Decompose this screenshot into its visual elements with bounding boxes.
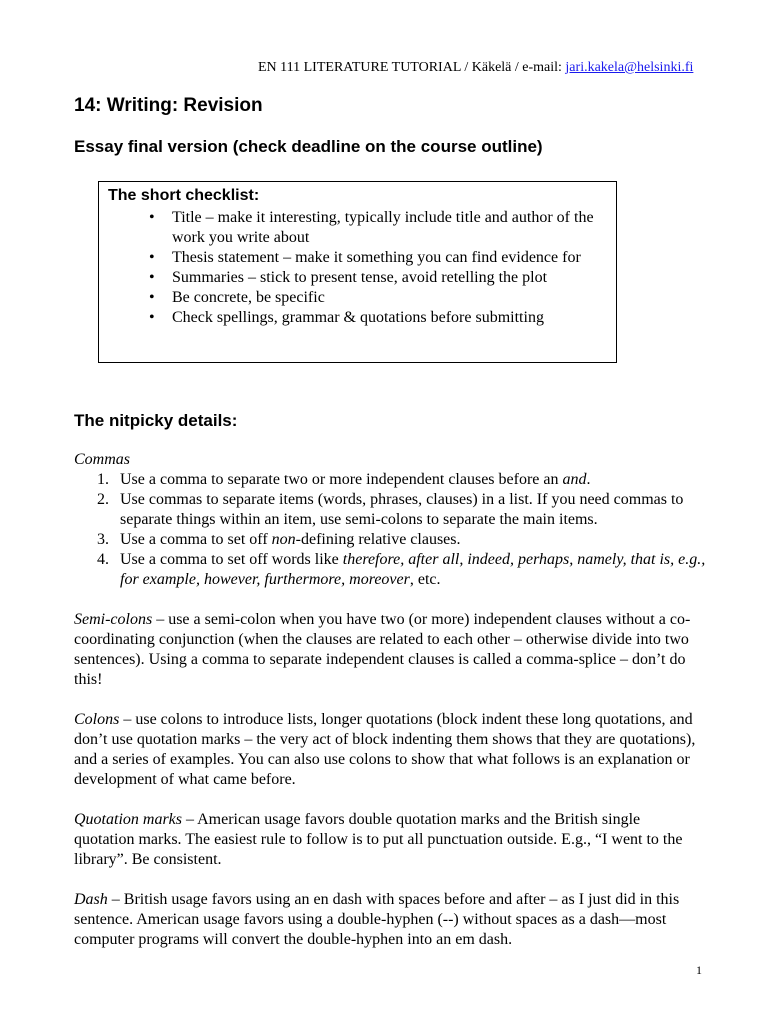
list-text: Use commas to separate items (words, phrases, clauses) in a list. If you need commas to separate things within an item, use semi-colons to separate the main items. bbox=[120, 491, 684, 528]
short-checklist-box bbox=[98, 181, 617, 363]
semicolons-text: – use a semi-colon when you have two (or more) independent clauses without a co-coordinating conjunction (when the clauses are related to each other – otherwise divide into two sentences). Using a comma to separate independent clauses is called a comma-splice – don’t do this! bbox=[74, 611, 691, 688]
list-emphasis: and bbox=[562, 471, 587, 488]
list-text: Use a comma to set off words like bbox=[120, 551, 343, 568]
quotation-text: – American usage favors double quotation marks and the British single quotation marks. The easiest rule to follow is to put all punctuation outside. E.g., “I went to the library”. Be consistent. bbox=[74, 811, 683, 868]
page-number: 1 bbox=[696, 963, 702, 977]
page-header bbox=[258, 60, 693, 76]
dash-title: Dash bbox=[74, 891, 108, 908]
list-number: 3. bbox=[97, 531, 109, 548]
page-subtitle: Essay final version (check deadline on the course outline) bbox=[74, 137, 543, 156]
dash-text: – British usage favors using an en dash with spaces before and after – as I just did in this sentence. American usage favors using a double-hyphen (--) without spaces as a dash—most computer programs will convert the double-hyphen into an em dash. bbox=[74, 891, 680, 948]
header-text: EN 111 LITERATURE TUTORIAL / Käkelä / e-mail: bbox=[258, 60, 566, 75]
page-title: 14: Writing: Revision bbox=[74, 95, 263, 116]
list-item bbox=[74, 490, 710, 530]
checklist-title: The short checklist: bbox=[108, 187, 260, 204]
checklist-item: • Summaries – stick to present tense, avoid retelling the plot bbox=[99, 268, 602, 288]
colons-paragraph bbox=[74, 710, 704, 790]
email-link[interactable]: jari.kakela@helsinki.fi bbox=[565, 60, 694, 75]
commas-title: Commas bbox=[74, 451, 131, 468]
list-text: , etc. bbox=[409, 571, 441, 588]
colons-text: – use colons to introduce lists, longer quotations (block indent these long quotations, and don’t use quotation marks – the very act of block indenting them shows that they are quotations), and a series of examples. You can also use colons to show that what follows is an explanation or development of what came before. bbox=[74, 711, 696, 788]
list-item bbox=[74, 530, 710, 550]
details-heading: The nitpicky details: bbox=[74, 411, 238, 430]
list-item bbox=[74, 550, 710, 590]
quotation-title: Quotation marks bbox=[74, 811, 182, 828]
semicolons-title: Semi-colons bbox=[74, 611, 153, 628]
dash-paragraph bbox=[74, 890, 704, 950]
list-number: 4. bbox=[97, 551, 109, 568]
details-body bbox=[74, 450, 704, 950]
list-number: 1. bbox=[97, 471, 109, 488]
checklist-item: • Check spellings, grammar & quotations before submitting bbox=[99, 308, 602, 328]
semicolons-paragraph bbox=[74, 610, 704, 690]
list-text: -defining relative clauses. bbox=[295, 531, 461, 548]
list-text: . bbox=[586, 471, 591, 488]
checklist-item: • Title – make it interesting, typically include title and author of the work you write about bbox=[99, 208, 602, 248]
list-text: Use a comma to set off bbox=[120, 531, 272, 548]
colons-title: Colons bbox=[74, 711, 120, 728]
quotation-paragraph bbox=[74, 810, 704, 870]
commas-list bbox=[74, 470, 704, 590]
checklist-item: • Be concrete, be specific bbox=[99, 288, 602, 308]
checklist bbox=[99, 208, 602, 328]
list-emphasis: therefore, after all, indeed, perhaps, namely, that is, e.g., for example, however, furthermore, moreover bbox=[120, 551, 706, 588]
list-number: 2. bbox=[97, 491, 109, 508]
list-text: Use a comma to separate two or more independent clauses before an bbox=[120, 471, 563, 488]
checklist-item: • Thesis statement – make it something you can find evidence for bbox=[99, 248, 602, 268]
list-item bbox=[74, 470, 710, 490]
list-emphasis: non bbox=[271, 531, 296, 548]
